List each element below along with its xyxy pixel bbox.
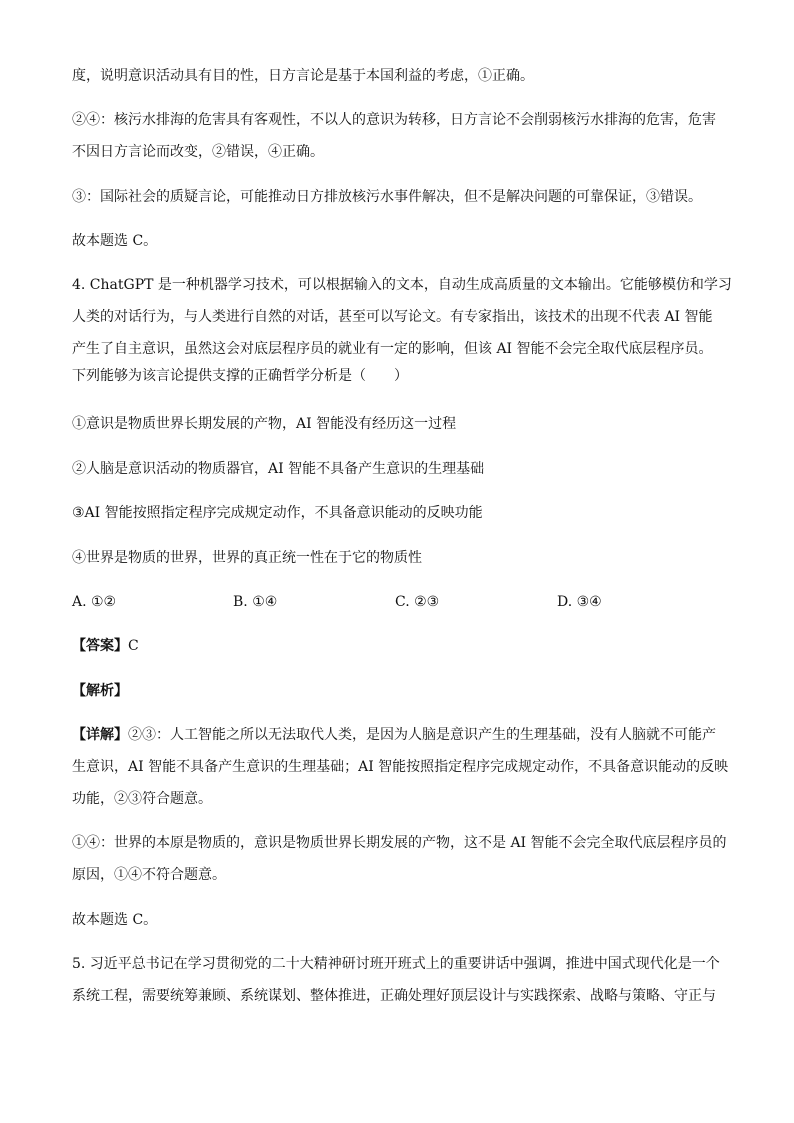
statement-3: ③AI 智能按照指定程序完成规定动作，不具备意识能动的反映功能 [72,505,483,521]
option-c: C. ②③ [395,594,440,610]
text-line: 度，说明意识活动具有目的性，日方言论是基于本国利益的考虑，①正确。 [72,68,534,84]
text-line: 不因日方言论而改变，②错误，④正确。 [72,144,324,160]
statement-4: ④世界是物质的世界，世界的真正统一性在于它的物质性 [72,550,422,566]
answer-line [72,636,732,656]
detail-text: ②③：人工智能之所以无法取代人类，是因为人脑是意识产生的生理基础，没有人脑就不可能产 [128,727,716,743]
question-5-stem: 5. 习近平总书记在学习贯彻党的二十大精神研讨班开班式上的重要讲话中强调，推进中国式现代化是一个 [72,956,720,972]
option-b: B. ①④ [233,594,278,610]
text-line: ②④：核污水排海的危害具有客观性，不以人的意识为转移，日方言论不会削弱核污水排海的危害，危害 [72,112,716,128]
detail-tag: 【详解】 [72,727,128,743]
detail-line: ①④：世界的本原是物质的，意识是物质世界长期发展的产物，这不是 AI 智能不会完全取代底层程序员的 [72,835,727,851]
answer-value: C [128,638,139,654]
option-a: A. ①② [72,594,117,610]
analysis-line [72,681,732,701]
question-4-stem: 4. ChatGPT 是一种机器学习技术，可以根据输入的文本，自动生成高质量的文本输出。它能够模仿和学习 [72,277,732,293]
question-4-stem: 产生了自主意识，虽然这会对底层程序员的就业有一定的影响，但该 AI 智能不会完全取代底层程序员。 [72,341,713,357]
question-4-stem: 下列能够为该言论提供支撑的正确哲学分析是（ ） [72,368,408,384]
analysis-tag: 【解析】 [72,683,128,699]
statement-2: ②人脑是意识活动的物质器官，AI 智能不具备产生意识的生理基础 [72,461,485,477]
question-5-stem: 系统工程，需要统筹兼顾、系统谋划、整体推进，正确处理好顶层设计与实践探索、战略与策略、守正与 [72,988,716,1004]
statement-1: ①意识是物质世界长期发展的产物，AI 智能没有经历这一过程 [72,416,457,432]
question-4-stem: 人类的对话行为，与人类进行自然的对话，甚至可以写论文。有专家指出，该技术的出现不代表 AI 智能 [72,309,713,325]
detail-line: 功能，②③符合题意。 [72,791,212,807]
answer-tag: 【答案】 [72,638,128,654]
detail-line: 原因，①④不符合题意。 [72,867,226,883]
option-d: D. ③④ [557,594,602,610]
detail-line [72,725,732,745]
detail-line: 生意识，AI 智能不具备产生意识的生理基础；AI 智能按照指定程序完成规定动作，不具备意识能动的反映 [72,759,729,775]
text-line: ③：国际社会的质疑言论，可能推动日方排放核污水事件解决，但不是解决问题的可靠保证，③错误。 [72,189,702,205]
text-line: 故本题选 C。 [72,233,158,249]
detail-line: 故本题选 C。 [72,912,158,928]
